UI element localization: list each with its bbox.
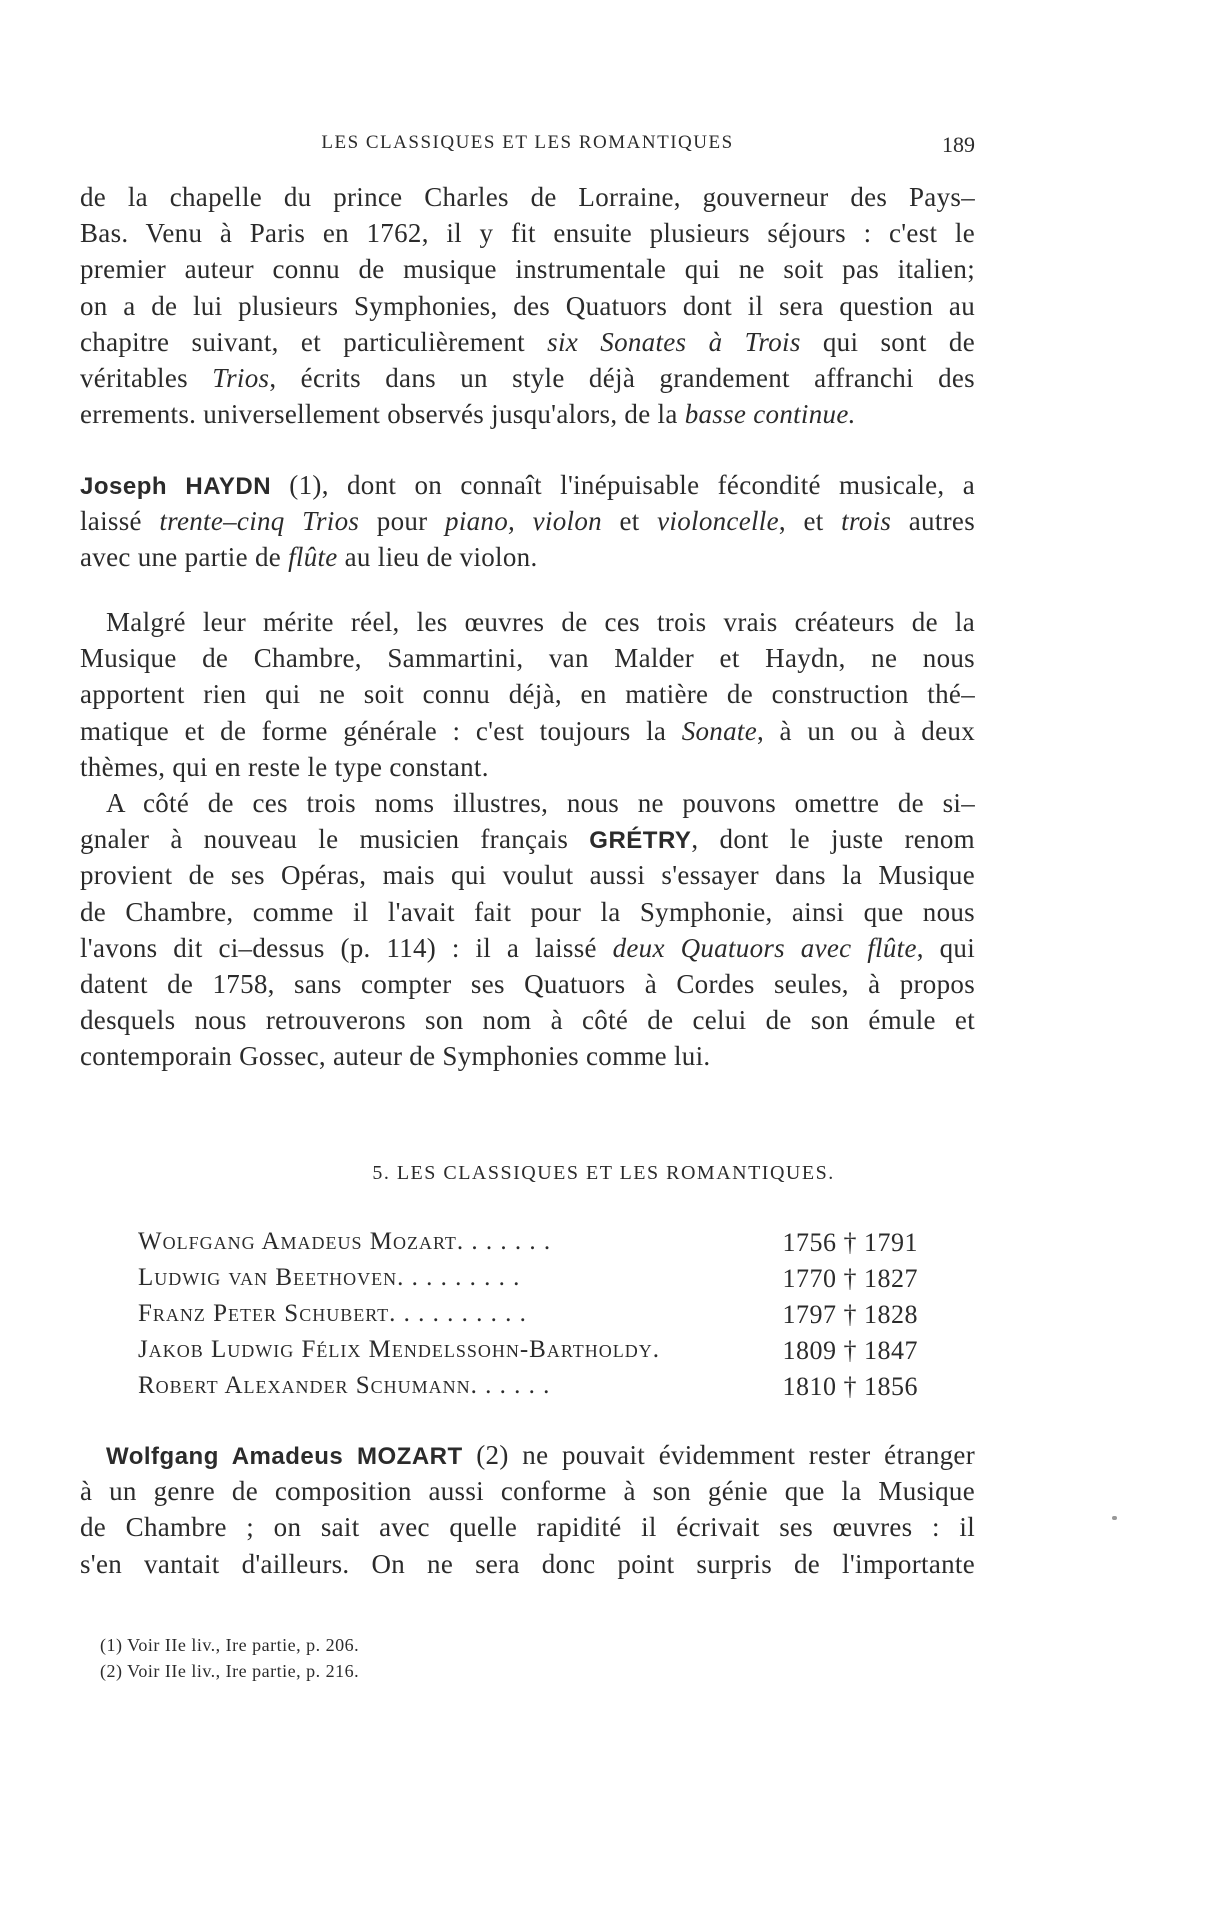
text-run: pour xyxy=(359,506,446,537)
composer-dates: 1770 † 1827 xyxy=(782,1264,918,1293)
text-run: errements. universellement observés jusqu'alors, de la xyxy=(80,399,685,430)
composer-name: Ludwig van Beethoven. . . . . . . . . xyxy=(138,1264,521,1291)
italic-title: six Sonates à Trois xyxy=(547,326,801,357)
text-line: de Chambre ; on sait avec quelle rapidité il écrivait ses œuvres : il xyxy=(80,1512,975,1543)
text-run: qui sont de xyxy=(800,326,975,357)
text-line xyxy=(80,396,975,432)
text-line: s'en vantait d'ailleurs. On ne sera donc point surpris de l'importante xyxy=(80,1548,975,1579)
composer-dates: 1756 † 1791 xyxy=(782,1228,918,1257)
text-line xyxy=(80,821,975,857)
text-line xyxy=(80,324,975,360)
text-line xyxy=(80,1437,975,1473)
italic-term: trente–cinq Trios xyxy=(159,506,360,537)
scan-speck xyxy=(1112,1516,1117,1520)
paragraph-mozart xyxy=(80,1437,975,1582)
text-line xyxy=(80,539,975,575)
italic-term: flûte xyxy=(288,542,338,573)
text-line xyxy=(80,930,975,966)
text-run: gnaler à nouveau le musicien français xyxy=(80,824,590,855)
text-line: à un genre de composition aussi conforme à son génie que la Musique xyxy=(80,1476,975,1507)
text-run: matique et de forme générale : c'est toujours la xyxy=(80,715,682,746)
text-line: Musique de Chambre, Sammartini, van Malder et Haydn, ne nous xyxy=(80,643,975,674)
paragraph-merite xyxy=(80,604,975,785)
italic-title: Trios xyxy=(212,362,270,393)
composer-dates: 1810 † 1856 xyxy=(782,1372,918,1401)
text-run: autres xyxy=(891,506,975,537)
text-line xyxy=(80,713,975,749)
italic-term: piano, violon xyxy=(445,506,602,537)
italic-term: basse continue. xyxy=(684,399,856,430)
composer-name: Franz Peter Schubert. . . . . . . . . . xyxy=(138,1300,527,1327)
italic-term: violoncelle xyxy=(657,506,779,537)
text-run: chapitre suivant, et particulièrement xyxy=(80,326,548,357)
running-head xyxy=(80,132,975,162)
text-line: apportent rien qui ne soit connu déjà, en matière de construction thé– xyxy=(80,679,975,710)
text-line: A côté de ces trois noms illustres, nous ne pouvons omettre de si– xyxy=(106,788,975,818)
text-run: (1), dont on connaît l'inépuisable fécondité musicale, a xyxy=(271,470,976,500)
text-run: véritables xyxy=(80,362,213,393)
composer-name-gretry: GRÉTRY xyxy=(589,827,692,855)
composer-row xyxy=(138,1300,918,1336)
text-line: contemporain Gossec, auteur de Symphonies comme lui. xyxy=(80,1041,711,1072)
text-run: avec une partie de xyxy=(80,542,289,573)
footnotes xyxy=(100,1632,359,1684)
text-run: laissé xyxy=(80,506,160,537)
italic-term: trois xyxy=(841,506,892,537)
composer-list xyxy=(138,1228,918,1408)
running-head-title: LES CLASSIQUES ET LES ROMANTIQUES xyxy=(321,132,734,153)
paragraph-sammartini-continuation xyxy=(80,179,975,432)
text-line: thèmes, qui en reste le type constant. xyxy=(80,751,489,782)
composer-dates: 1809 † 1847 xyxy=(782,1336,918,1365)
composer-name: Wolfgang Amadeus Mozart. . . . . . . xyxy=(138,1228,552,1255)
text-run: , dont le juste renom xyxy=(691,824,975,855)
text-line: provient de ses Opéras, mais qui voulut aussi s'essayer dans la Musique xyxy=(80,860,975,891)
text-line: Malgré leur mérite réel, les œuvres de ces trois vrais créateurs de la xyxy=(106,607,975,637)
composer-dates: 1797 † 1828 xyxy=(782,1300,918,1329)
text-line: premier auteur connu de musique instrumentale qui ne soit pas italien; xyxy=(80,254,975,285)
footnote: (2) Voir IIe liv., Ire partie, p. 216. xyxy=(100,1661,360,1681)
text-line: Bas. Venu à Paris en 1762, il y fit ensuite plusieurs séjours : c'est le xyxy=(80,218,975,249)
composer-row xyxy=(138,1264,918,1300)
text-run: , et xyxy=(778,506,842,537)
paragraph-gretry xyxy=(80,785,975,1075)
composer-row xyxy=(138,1228,918,1264)
text-line: de la chapelle du prince Charles de Lorraine, gouverneur des Pays– xyxy=(80,182,975,212)
page-number: 189 xyxy=(942,132,975,157)
composer-name: Robert Alexander Schumann. . . . . . xyxy=(138,1372,551,1399)
text-run: et xyxy=(601,506,658,537)
text-run: , écrits dans un style déjà grandement affranchi des xyxy=(269,362,975,393)
composer-row xyxy=(138,1336,918,1372)
footnote: (1) Voir IIe liv., Ire partie, p. 206. xyxy=(100,1635,360,1655)
composer-row xyxy=(138,1372,918,1408)
paragraph-haydn xyxy=(80,467,975,576)
text-line xyxy=(80,503,975,539)
text-line xyxy=(80,360,975,396)
text-line: de Chambre, comme il l'avait fait pour la Symphonie, ainsi que nous xyxy=(80,896,975,927)
text-run: au lieu de violon. xyxy=(337,542,538,573)
section-heading: 5. LES CLASSIQUES ET LES ROMANTIQUES. xyxy=(372,1162,835,1184)
text-line: desquels nous retrouverons son nom à côté de celui de son émule et xyxy=(80,1005,975,1036)
text-run: (2) ne pouvait évidemment rester étranger xyxy=(462,1440,975,1470)
text-line: datent de 1758, sans compter ses Quatuors à Cordes seules, à propos xyxy=(80,968,975,999)
composer-name: Jakob Ludwig Félix Mendelssohn-Bartholdy. xyxy=(138,1336,661,1363)
text-run: , à un ou à deux xyxy=(756,715,975,746)
italic-term: Sonate xyxy=(681,715,757,746)
text-run: , qui xyxy=(916,932,975,963)
italic-term: deux Quatuors avec flûte xyxy=(612,932,917,963)
text-line xyxy=(80,467,975,503)
composer-name-mozart: Wolfgang Amadeus MOZART xyxy=(106,1443,463,1470)
text-run: l'avons dit ci–dessus (p. 114) : il a laissé xyxy=(80,932,613,963)
text-line: on a de lui plusieurs Symphonies, des Quatuors dont il sera question au xyxy=(80,290,975,321)
composer-name-haydn: Joseph HAYDN xyxy=(80,473,272,500)
